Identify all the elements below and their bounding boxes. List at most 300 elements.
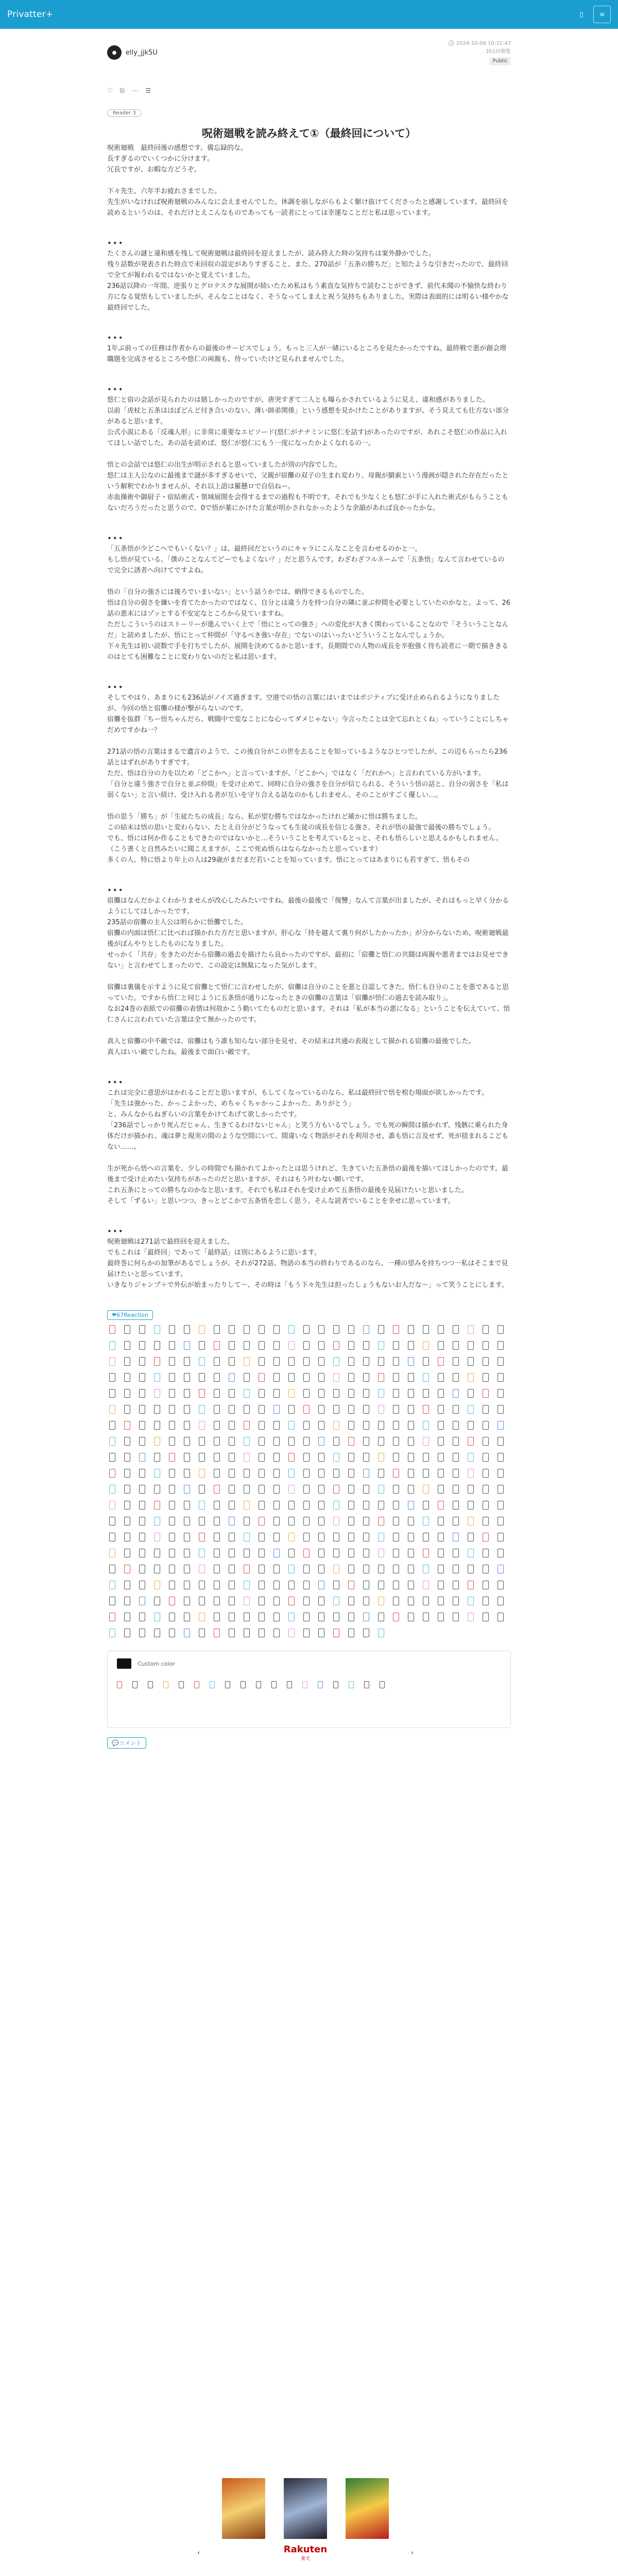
- ad-book[interactable]: [222, 2478, 265, 2539]
- reaction-emoji-icon[interactable]: [408, 1581, 414, 1589]
- reaction-emoji-icon[interactable]: [438, 1389, 444, 1398]
- reaction-emoji-icon[interactable]: [139, 1517, 145, 1526]
- reaction-emoji-icon[interactable]: [453, 1549, 459, 1557]
- reaction-emoji-icon[interactable]: [154, 1341, 160, 1350]
- reaction-emoji-icon[interactable]: [333, 1341, 339, 1350]
- reaction-emoji-icon[interactable]: [169, 1549, 175, 1557]
- reaction-emoji-icon[interactable]: [273, 1357, 280, 1366]
- brand-logo[interactable]: Privatter+: [7, 9, 54, 20]
- reaction-emoji-icon[interactable]: [124, 1629, 130, 1637]
- reaction-emoji-icon[interactable]: [259, 1405, 265, 1414]
- reaction-emoji-icon[interactable]: [483, 1517, 489, 1526]
- reaction-emoji-icon[interactable]: [154, 1629, 160, 1637]
- reaction-emoji-icon[interactable]: [273, 1629, 280, 1637]
- custom-emoji-icon[interactable]: [194, 1681, 199, 1688]
- reaction-emoji-icon[interactable]: [408, 1341, 414, 1350]
- reaction-emoji-icon[interactable]: [139, 1421, 145, 1430]
- reaction-emoji-icon[interactable]: [244, 1565, 250, 1573]
- reaction-emoji-icon[interactable]: [288, 1341, 295, 1350]
- reaction-emoji-icon[interactable]: [453, 1341, 459, 1350]
- reaction-emoji-icon[interactable]: [184, 1341, 190, 1350]
- reaction-emoji-icon[interactable]: [423, 1421, 429, 1430]
- reaction-emoji-icon[interactable]: [229, 1357, 235, 1366]
- reaction-emoji-icon[interactable]: [333, 1501, 339, 1510]
- reaction-emoji-icon[interactable]: [497, 1373, 504, 1382]
- reaction-emoji-icon[interactable]: [363, 1597, 369, 1605]
- reaction-emoji-icon[interactable]: [363, 1485, 369, 1494]
- reaction-emoji-icon[interactable]: [139, 1405, 145, 1414]
- reaction-emoji-icon[interactable]: [124, 1613, 130, 1621]
- reaction-emoji-icon[interactable]: [453, 1421, 459, 1430]
- reaction-emoji-icon[interactable]: [214, 1405, 220, 1414]
- reaction-emoji-icon[interactable]: [497, 1613, 504, 1621]
- reaction-emoji-icon[interactable]: [378, 1421, 384, 1430]
- reaction-emoji-icon[interactable]: [184, 1501, 190, 1510]
- reaction-emoji-icon[interactable]: [363, 1613, 369, 1621]
- reaction-emoji-icon[interactable]: [348, 1325, 354, 1334]
- reaction-emoji-icon[interactable]: [273, 1613, 280, 1621]
- reaction-emoji-icon[interactable]: [333, 1629, 339, 1637]
- reaction-emoji-icon[interactable]: [109, 1581, 115, 1589]
- reaction-emoji-icon[interactable]: [453, 1357, 459, 1366]
- reaction-emoji-icon[interactable]: [229, 1453, 235, 1462]
- reaction-emoji-icon[interactable]: [378, 1581, 384, 1589]
- reaction-emoji-icon[interactable]: [154, 1373, 160, 1382]
- reaction-emoji-icon[interactable]: [318, 1325, 324, 1334]
- reaction-emoji-icon[interactable]: [109, 1565, 115, 1573]
- reaction-emoji-icon[interactable]: [408, 1613, 414, 1621]
- reaction-emoji-icon[interactable]: [169, 1501, 175, 1510]
- reaction-emoji-icon[interactable]: [497, 1485, 504, 1494]
- reaction-emoji-icon[interactable]: [109, 1517, 115, 1526]
- reaction-emoji-icon[interactable]: [109, 1421, 115, 1430]
- reaction-emoji-icon[interactable]: [169, 1437, 175, 1446]
- reaction-emoji-icon[interactable]: [453, 1597, 459, 1605]
- reaction-emoji-icon[interactable]: [124, 1405, 130, 1414]
- reaction-emoji-icon[interactable]: [214, 1565, 220, 1573]
- reaction-emoji-icon[interactable]: [288, 1629, 295, 1637]
- reaction-emoji-icon[interactable]: [303, 1341, 310, 1350]
- reaction-emoji-icon[interactable]: [393, 1517, 399, 1526]
- reaction-emoji-icon[interactable]: [333, 1581, 339, 1589]
- reaction-emoji-icon[interactable]: [468, 1405, 474, 1414]
- like-icon[interactable]: ♡: [107, 87, 113, 94]
- reaction-emoji-icon[interactable]: [468, 1501, 474, 1510]
- reaction-emoji-icon[interactable]: [259, 1325, 265, 1334]
- reaction-emoji-icon[interactable]: [453, 1373, 459, 1382]
- reaction-emoji-icon[interactable]: [244, 1533, 250, 1541]
- reaction-emoji-icon[interactable]: [169, 1373, 175, 1382]
- reaction-emoji-icon[interactable]: [468, 1453, 474, 1462]
- avatar[interactable]: ●: [107, 45, 122, 60]
- reaction-emoji-icon[interactable]: [438, 1597, 444, 1605]
- reaction-emoji-icon[interactable]: [154, 1469, 160, 1478]
- reaction-emoji-icon[interactable]: [199, 1437, 205, 1446]
- reaction-emoji-icon[interactable]: [363, 1325, 369, 1334]
- reaction-emoji-icon[interactable]: [288, 1437, 295, 1446]
- custom-emoji-icon[interactable]: [163, 1681, 168, 1688]
- reaction-emoji-icon[interactable]: [318, 1453, 324, 1462]
- reaction-emoji-icon[interactable]: [109, 1613, 115, 1621]
- reaction-emoji-icon[interactable]: [408, 1357, 414, 1366]
- reaction-emoji-icon[interactable]: [318, 1341, 324, 1350]
- reaction-emoji-icon[interactable]: [468, 1389, 474, 1398]
- reaction-emoji-icon[interactable]: [497, 1501, 504, 1510]
- reaction-emoji-icon[interactable]: [333, 1533, 339, 1541]
- reaction-emoji-icon[interactable]: [483, 1613, 489, 1621]
- reaction-emoji-icon[interactable]: [244, 1325, 250, 1334]
- reaction-emoji-icon[interactable]: [214, 1437, 220, 1446]
- reaction-emoji-icon[interactable]: [244, 1437, 250, 1446]
- reaction-emoji-icon[interactable]: [318, 1597, 324, 1605]
- reaction-emoji-icon[interactable]: [288, 1581, 295, 1589]
- reaction-emoji-icon[interactable]: [154, 1533, 160, 1541]
- reaction-emoji-icon[interactable]: [497, 1357, 504, 1366]
- reaction-emoji-icon[interactable]: [333, 1405, 339, 1414]
- reaction-emoji-icon[interactable]: [438, 1469, 444, 1478]
- reaction-emoji-icon[interactable]: [124, 1437, 130, 1446]
- reaction-emoji-icon[interactable]: [273, 1565, 280, 1573]
- reaction-emoji-icon[interactable]: [244, 1629, 250, 1637]
- reaction-emoji-icon[interactable]: [468, 1437, 474, 1446]
- reaction-emoji-icon[interactable]: [378, 1629, 384, 1637]
- reader-badge[interactable]: Reader 3: [107, 109, 142, 117]
- reaction-emoji-icon[interactable]: [109, 1357, 115, 1366]
- reaction-emoji-icon[interactable]: [273, 1485, 280, 1494]
- reaction-emoji-icon[interactable]: [438, 1453, 444, 1462]
- reaction-emoji-icon[interactable]: [214, 1581, 220, 1589]
- reaction-emoji-icon[interactable]: [468, 1341, 474, 1350]
- reaction-emoji-icon[interactable]: [483, 1453, 489, 1462]
- reaction-emoji-icon[interactable]: [229, 1549, 235, 1557]
- reaction-emoji-icon[interactable]: [184, 1565, 190, 1573]
- reaction-emoji-icon[interactable]: [214, 1373, 220, 1382]
- reaction-emoji-icon[interactable]: [393, 1373, 399, 1382]
- reaction-emoji-icon[interactable]: [303, 1469, 310, 1478]
- reaction-emoji-icon[interactable]: [438, 1517, 444, 1526]
- custom-emoji-icon[interactable]: [364, 1681, 369, 1688]
- reaction-emoji-icon[interactable]: [483, 1405, 489, 1414]
- reaction-emoji-icon[interactable]: [199, 1325, 205, 1334]
- reaction-emoji-icon[interactable]: [169, 1389, 175, 1398]
- reaction-emoji-icon[interactable]: [184, 1613, 190, 1621]
- reaction-emoji-icon[interactable]: [139, 1613, 145, 1621]
- reaction-emoji-icon[interactable]: [214, 1389, 220, 1398]
- reaction-emoji-icon[interactable]: [408, 1421, 414, 1430]
- reaction-emoji-icon[interactable]: [259, 1389, 265, 1398]
- reaction-emoji-icon[interactable]: [199, 1405, 205, 1414]
- reaction-emoji-icon[interactable]: [273, 1437, 280, 1446]
- reaction-emoji-icon[interactable]: [318, 1533, 324, 1541]
- reaction-emoji-icon[interactable]: [124, 1453, 130, 1462]
- reaction-emoji-icon[interactable]: [169, 1629, 175, 1637]
- reaction-emoji-icon[interactable]: [303, 1629, 310, 1637]
- custom-emoji-icon[interactable]: [148, 1681, 153, 1688]
- reaction-emoji-icon[interactable]: [318, 1373, 324, 1382]
- reaction-emoji-icon[interactable]: [139, 1597, 145, 1605]
- reaction-emoji-icon[interactable]: [154, 1517, 160, 1526]
- reaction-emoji-icon[interactable]: [273, 1373, 280, 1382]
- reaction-emoji-icon[interactable]: [453, 1613, 459, 1621]
- reaction-emoji-icon[interactable]: [348, 1421, 354, 1430]
- reaction-emoji-icon[interactable]: [259, 1629, 265, 1637]
- reaction-emoji-icon[interactable]: [154, 1581, 160, 1589]
- reaction-emoji-icon[interactable]: [214, 1629, 220, 1637]
- reaction-emoji-icon[interactable]: [259, 1341, 265, 1350]
- reaction-emoji-icon[interactable]: [259, 1437, 265, 1446]
- reaction-emoji-icon[interactable]: [303, 1405, 310, 1414]
- reaction-emoji-icon[interactable]: [318, 1469, 324, 1478]
- reaction-emoji-icon[interactable]: [259, 1533, 265, 1541]
- reaction-emoji-icon[interactable]: [393, 1533, 399, 1541]
- custom-emoji-icon[interactable]: [241, 1681, 246, 1688]
- reaction-emoji-icon[interactable]: [259, 1517, 265, 1526]
- reaction-emoji-icon[interactable]: [363, 1629, 369, 1637]
- reaction-emoji-icon[interactable]: [318, 1581, 324, 1589]
- reaction-emoji-icon[interactable]: [184, 1389, 190, 1398]
- reaction-emoji-icon[interactable]: [214, 1453, 220, 1462]
- reaction-emoji-icon[interactable]: [169, 1325, 175, 1334]
- reaction-emoji-icon[interactable]: [438, 1485, 444, 1494]
- reaction-emoji-icon[interactable]: [259, 1453, 265, 1462]
- chevron-right-icon[interactable]: ›: [410, 2549, 414, 2557]
- reaction-emoji-icon[interactable]: [438, 1501, 444, 1510]
- reaction-emoji-icon[interactable]: [363, 1549, 369, 1557]
- custom-color-label[interactable]: Custom color: [138, 1660, 175, 1667]
- reaction-emoji-icon[interactable]: [139, 1533, 145, 1541]
- reaction-emoji-icon[interactable]: [244, 1357, 250, 1366]
- reaction-emoji-icon[interactable]: [124, 1549, 130, 1557]
- reaction-emoji-icon[interactable]: [497, 1517, 504, 1526]
- reaction-emoji-icon[interactable]: [363, 1581, 369, 1589]
- reaction-emoji-icon[interactable]: [468, 1613, 474, 1621]
- reaction-emoji-icon[interactable]: [378, 1325, 384, 1334]
- reaction-emoji-icon[interactable]: [438, 1437, 444, 1446]
- reaction-emoji-icon[interactable]: [184, 1373, 190, 1382]
- reaction-emoji-icon[interactable]: [363, 1517, 369, 1526]
- reaction-emoji-icon[interactable]: [468, 1421, 474, 1430]
- reaction-emoji-icon[interactable]: [378, 1517, 384, 1526]
- reaction-emoji-icon[interactable]: [124, 1533, 130, 1541]
- reaction-emoji-icon[interactable]: [483, 1341, 489, 1350]
- reaction-emoji-icon[interactable]: [169, 1453, 175, 1462]
- reaction-emoji-icon[interactable]: [423, 1389, 429, 1398]
- reaction-emoji-icon[interactable]: [333, 1485, 339, 1494]
- reaction-emoji-icon[interactable]: [348, 1565, 354, 1573]
- reaction-emoji-icon[interactable]: [438, 1565, 444, 1573]
- reaction-emoji-icon[interactable]: [154, 1357, 160, 1366]
- reaction-emoji-icon[interactable]: [288, 1469, 295, 1478]
- reaction-emoji-icon[interactable]: [483, 1437, 489, 1446]
- reaction-emoji-icon[interactable]: [288, 1597, 295, 1605]
- reaction-emoji-icon[interactable]: [378, 1453, 384, 1462]
- reaction-emoji-icon[interactable]: [438, 1533, 444, 1541]
- reaction-emoji-icon[interactable]: [423, 1597, 429, 1605]
- reaction-emoji-icon[interactable]: [393, 1549, 399, 1557]
- reaction-emoji-icon[interactable]: [139, 1325, 145, 1334]
- reaction-emoji-icon[interactable]: [468, 1533, 474, 1541]
- reaction-emoji-icon[interactable]: [378, 1485, 384, 1494]
- reaction-emoji-icon[interactable]: [393, 1437, 399, 1446]
- reaction-emoji-icon[interactable]: [244, 1341, 250, 1350]
- ad-banner[interactable]: [192, 2478, 419, 2576]
- reaction-emoji-icon[interactable]: [199, 1373, 205, 1382]
- reaction-emoji-icon[interactable]: [199, 1389, 205, 1398]
- reaction-emoji-icon[interactable]: [483, 1421, 489, 1430]
- reaction-emoji-icon[interactable]: [423, 1613, 429, 1621]
- reaction-emoji-icon[interactable]: [288, 1357, 295, 1366]
- reaction-emoji-icon[interactable]: [154, 1437, 160, 1446]
- reaction-emoji-icon[interactable]: [303, 1389, 310, 1398]
- reaction-emoji-icon[interactable]: [453, 1501, 459, 1510]
- reaction-emoji-icon[interactable]: [423, 1533, 429, 1541]
- bell-icon[interactable]: ▯: [579, 10, 583, 19]
- reaction-emoji-icon[interactable]: [333, 1517, 339, 1526]
- custom-emoji-icon[interactable]: [287, 1681, 292, 1688]
- reaction-button[interactable]: ❤67Reaction: [107, 1310, 153, 1320]
- reaction-emoji-icon[interactable]: [244, 1581, 250, 1589]
- reaction-emoji-icon[interactable]: [393, 1597, 399, 1605]
- custom-emoji-icon[interactable]: [271, 1681, 277, 1688]
- reaction-emoji-icon[interactable]: [109, 1597, 115, 1605]
- reaction-emoji-icon[interactable]: [259, 1421, 265, 1430]
- reaction-emoji-icon[interactable]: [348, 1469, 354, 1478]
- reaction-emoji-icon[interactable]: [363, 1501, 369, 1510]
- reaction-emoji-icon[interactable]: [229, 1341, 235, 1350]
- reaction-emoji-icon[interactable]: [303, 1485, 310, 1494]
- reaction-emoji-icon[interactable]: [214, 1501, 220, 1510]
- reaction-emoji-icon[interactable]: [303, 1533, 310, 1541]
- reaction-emoji-icon[interactable]: [303, 1437, 310, 1446]
- reaction-emoji-icon[interactable]: [109, 1533, 115, 1541]
- color-swatch[interactable]: [117, 1658, 131, 1669]
- reaction-emoji-icon[interactable]: [333, 1421, 339, 1430]
- reaction-emoji-icon[interactable]: [378, 1597, 384, 1605]
- reaction-emoji-icon[interactable]: [184, 1421, 190, 1430]
- custom-emoji-icon[interactable]: [302, 1681, 307, 1688]
- reaction-emoji-icon[interactable]: [244, 1405, 250, 1414]
- ad-book[interactable]: [346, 2478, 389, 2539]
- reaction-emoji-icon[interactable]: [109, 1453, 115, 1462]
- reaction-emoji-icon[interactable]: [318, 1405, 324, 1414]
- reaction-emoji-icon[interactable]: [199, 1485, 205, 1494]
- reaction-emoji-icon[interactable]: [408, 1389, 414, 1398]
- reaction-emoji-icon[interactable]: [468, 1565, 474, 1573]
- comment-button[interactable]: 💬コメント: [107, 1737, 146, 1749]
- reaction-emoji-icon[interactable]: [468, 1357, 474, 1366]
- reaction-emoji-icon[interactable]: [483, 1581, 489, 1589]
- reaction-emoji-icon[interactable]: [393, 1341, 399, 1350]
- reaction-emoji-icon[interactable]: [184, 1325, 190, 1334]
- reaction-emoji-icon[interactable]: [169, 1581, 175, 1589]
- reaction-emoji-icon[interactable]: [214, 1517, 220, 1526]
- reaction-emoji-icon[interactable]: [438, 1373, 444, 1382]
- reaction-emoji-icon[interactable]: [139, 1437, 145, 1446]
- reaction-emoji-icon[interactable]: [378, 1469, 384, 1478]
- reaction-emoji-icon[interactable]: [438, 1581, 444, 1589]
- reaction-emoji-icon[interactable]: [184, 1581, 190, 1589]
- menu-icon[interactable]: ≡: [593, 6, 611, 23]
- reaction-emoji-icon[interactable]: [244, 1517, 250, 1526]
- reaction-emoji-icon[interactable]: [393, 1421, 399, 1430]
- custom-emoji-icon[interactable]: [380, 1681, 385, 1688]
- reaction-emoji-icon[interactable]: [393, 1581, 399, 1589]
- reaction-emoji-icon[interactable]: [199, 1357, 205, 1366]
- reaction-emoji-icon[interactable]: [423, 1581, 429, 1589]
- reaction-emoji-icon[interactable]: [169, 1405, 175, 1414]
- reaction-emoji-icon[interactable]: [318, 1549, 324, 1557]
- reaction-emoji-icon[interactable]: [214, 1421, 220, 1430]
- reaction-emoji-icon[interactable]: [259, 1613, 265, 1621]
- reaction-emoji-icon[interactable]: [214, 1533, 220, 1541]
- reaction-emoji-icon[interactable]: [273, 1325, 280, 1334]
- reaction-emoji-icon[interactable]: [214, 1613, 220, 1621]
- reaction-emoji-icon[interactable]: [393, 1325, 399, 1334]
- reaction-emoji-icon[interactable]: [229, 1437, 235, 1446]
- reaction-emoji-icon[interactable]: [109, 1341, 115, 1350]
- reaction-emoji-icon[interactable]: [139, 1469, 145, 1478]
- reaction-emoji-icon[interactable]: [483, 1389, 489, 1398]
- reaction-emoji-icon[interactable]: [229, 1597, 235, 1605]
- reaction-emoji-icon[interactable]: [453, 1565, 459, 1573]
- reaction-emoji-icon[interactable]: [303, 1517, 310, 1526]
- list-icon[interactable]: ☰: [145, 87, 151, 94]
- reaction-emoji-icon[interactable]: [259, 1565, 265, 1573]
- reaction-emoji-icon[interactable]: [497, 1581, 504, 1589]
- more-icon[interactable]: ⋯: [132, 87, 139, 94]
- reaction-emoji-icon[interactable]: [214, 1485, 220, 1494]
- reaction-emoji-icon[interactable]: [423, 1405, 429, 1414]
- reaction-emoji-icon[interactable]: [244, 1549, 250, 1557]
- reaction-emoji-icon[interactable]: [273, 1405, 280, 1414]
- reaction-emoji-icon[interactable]: [363, 1357, 369, 1366]
- reaction-emoji-icon[interactable]: [423, 1549, 429, 1557]
- reaction-emoji-icon[interactable]: [303, 1565, 310, 1573]
- reaction-emoji-icon[interactable]: [109, 1469, 115, 1478]
- reaction-emoji-icon[interactable]: [273, 1581, 280, 1589]
- reaction-emoji-icon[interactable]: [169, 1613, 175, 1621]
- reaction-emoji-icon[interactable]: [483, 1469, 489, 1478]
- reaction-emoji-icon[interactable]: [154, 1597, 160, 1605]
- reaction-emoji-icon[interactable]: [318, 1389, 324, 1398]
- reaction-emoji-icon[interactable]: [124, 1517, 130, 1526]
- reaction-emoji-icon[interactable]: [229, 1485, 235, 1494]
- reaction-emoji-icon[interactable]: [378, 1405, 384, 1414]
- reaction-emoji-icon[interactable]: [363, 1389, 369, 1398]
- reaction-emoji-icon[interactable]: [199, 1533, 205, 1541]
- reaction-emoji-icon[interactable]: [453, 1453, 459, 1462]
- reaction-emoji-icon[interactable]: [333, 1437, 339, 1446]
- reaction-emoji-icon[interactable]: [318, 1565, 324, 1573]
- reaction-emoji-icon[interactable]: [184, 1485, 190, 1494]
- reaction-emoji-icon[interactable]: [288, 1325, 295, 1334]
- reaction-emoji-icon[interactable]: [288, 1565, 295, 1573]
- reaction-emoji-icon[interactable]: [408, 1373, 414, 1382]
- reaction-emoji-icon[interactable]: [348, 1629, 354, 1637]
- reaction-emoji-icon[interactable]: [453, 1533, 459, 1541]
- reaction-emoji-icon[interactable]: [348, 1501, 354, 1510]
- reaction-emoji-icon[interactable]: [124, 1389, 130, 1398]
- reaction-emoji-icon[interactable]: [468, 1469, 474, 1478]
- reaction-emoji-icon[interactable]: [333, 1453, 339, 1462]
- reaction-emoji-icon[interactable]: [318, 1501, 324, 1510]
- reaction-emoji-icon[interactable]: [423, 1357, 429, 1366]
- reaction-emoji-icon[interactable]: [348, 1341, 354, 1350]
- reaction-emoji-icon[interactable]: [214, 1549, 220, 1557]
- reaction-emoji-icon[interactable]: [408, 1501, 414, 1510]
- reaction-emoji-icon[interactable]: [423, 1437, 429, 1446]
- reaction-emoji-icon[interactable]: [184, 1629, 190, 1637]
